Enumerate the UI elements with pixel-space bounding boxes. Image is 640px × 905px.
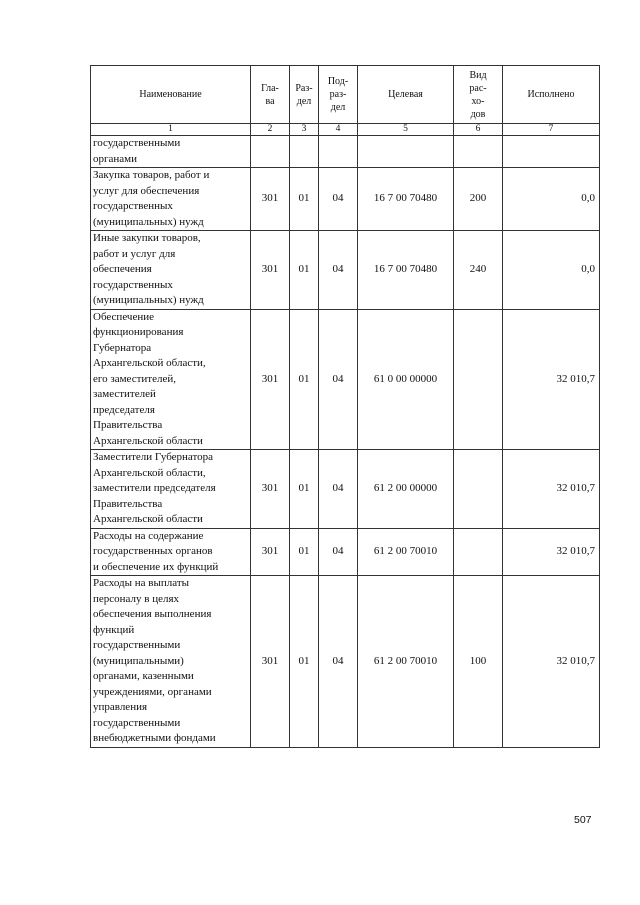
row-glava: 301	[251, 450, 290, 529]
row-glava: 301	[251, 231, 290, 310]
row-podrazdel: 04	[319, 528, 358, 576]
row-name: Обеспечение функционирования Губернатора Архангельской области, его заместителей, заместителей председателя Правительства Архангельской области	[91, 309, 251, 450]
row-name: Расходы на содержание государственных органов и обеспечение их функций	[91, 528, 251, 576]
row-ispolneno: 0,0	[503, 231, 600, 310]
row-podrazdel	[319, 136, 358, 168]
row-podrazdel: 04	[319, 168, 358, 231]
row-celevaya: 16 7 00 70480	[358, 231, 454, 310]
row-name: Закупка товаров, работ и услуг для обеспечения государственных (муниципальных) нужд	[91, 168, 251, 231]
header-row	[91, 66, 600, 124]
row-name: Расходы на выплаты персоналу в целях обеспечения выполнения функций государственными (муниципальными) органами, казенными учреждениями, органами управления государственными внебюджетными фондами	[91, 576, 251, 748]
column-number: 1	[91, 124, 251, 136]
row-glava: 301	[251, 576, 290, 748]
row-vid-rashodov: 100	[454, 576, 503, 748]
row-celevaya: 61 0 00 00000	[358, 309, 454, 450]
row-celevaya: 61 2 00 70010	[358, 528, 454, 576]
header-podrazdel: Под- раз- дел	[319, 66, 358, 124]
column-number: 2	[251, 124, 290, 136]
column-number-row	[91, 124, 600, 136]
table-row	[91, 309, 600, 450]
row-razdel: 01	[290, 576, 319, 748]
header-vid-rashodov: Вид рас- хо- дов	[454, 66, 503, 124]
header-celevaya: Целевая	[358, 66, 454, 124]
table-row	[91, 231, 600, 310]
row-name: государственными органами	[91, 136, 251, 168]
row-celevaya	[358, 136, 454, 168]
table-row	[91, 168, 600, 231]
row-name: Заместители Губернатора Архангельской области, заместители председателя Правительства Архангельской области	[91, 450, 251, 529]
row-ispolneno: 32 010,7	[503, 309, 600, 450]
row-podrazdel: 04	[319, 450, 358, 529]
row-ispolneno: 32 010,7	[503, 450, 600, 529]
row-vid-rashodov	[454, 450, 503, 529]
row-podrazdel: 04	[319, 309, 358, 450]
row-vid-rashodov: 240	[454, 231, 503, 310]
column-number: 5	[358, 124, 454, 136]
row-vid-rashodov	[454, 309, 503, 450]
table-row	[91, 576, 600, 748]
row-ispolneno: 0,0	[503, 168, 600, 231]
header-glava: Гла- ва	[251, 66, 290, 124]
row-podrazdel: 04	[319, 231, 358, 310]
column-number: 4	[319, 124, 358, 136]
budget-execution-table	[90, 65, 600, 748]
row-glava: 301	[251, 168, 290, 231]
row-razdel: 01	[290, 168, 319, 231]
header-ispolneno: Исполнено	[503, 66, 600, 124]
table-body	[91, 136, 600, 748]
row-ispolneno: 32 010,7	[503, 576, 600, 748]
table-row	[91, 136, 600, 168]
header-naimenovanie: Наименование	[91, 66, 251, 124]
row-vid-rashodov	[454, 528, 503, 576]
row-glava: 301	[251, 309, 290, 450]
column-number: 3	[290, 124, 319, 136]
row-razdel: 01	[290, 450, 319, 529]
page-number: 507	[574, 814, 592, 826]
row-razdel	[290, 136, 319, 168]
row-razdel: 01	[290, 309, 319, 450]
row-glava: 301	[251, 528, 290, 576]
table-row	[91, 450, 600, 529]
header-razdel: Раз- дел	[290, 66, 319, 124]
column-number: 6	[454, 124, 503, 136]
row-celevaya: 16 7 00 70480	[358, 168, 454, 231]
row-ispolneno: 32 010,7	[503, 528, 600, 576]
row-vid-rashodov: 200	[454, 168, 503, 231]
row-vid-rashodov	[454, 136, 503, 168]
row-celevaya: 61 2 00 00000	[358, 450, 454, 529]
column-number: 7	[503, 124, 600, 136]
table-row	[91, 528, 600, 576]
row-celevaya: 61 2 00 70010	[358, 576, 454, 748]
row-ispolneno	[503, 136, 600, 168]
row-name: Иные закупки товаров, работ и услуг для обеспечения государственных (муниципальных) нужд	[91, 231, 251, 310]
row-razdel: 01	[290, 231, 319, 310]
row-podrazdel: 04	[319, 576, 358, 748]
row-glava	[251, 136, 290, 168]
row-razdel: 01	[290, 528, 319, 576]
